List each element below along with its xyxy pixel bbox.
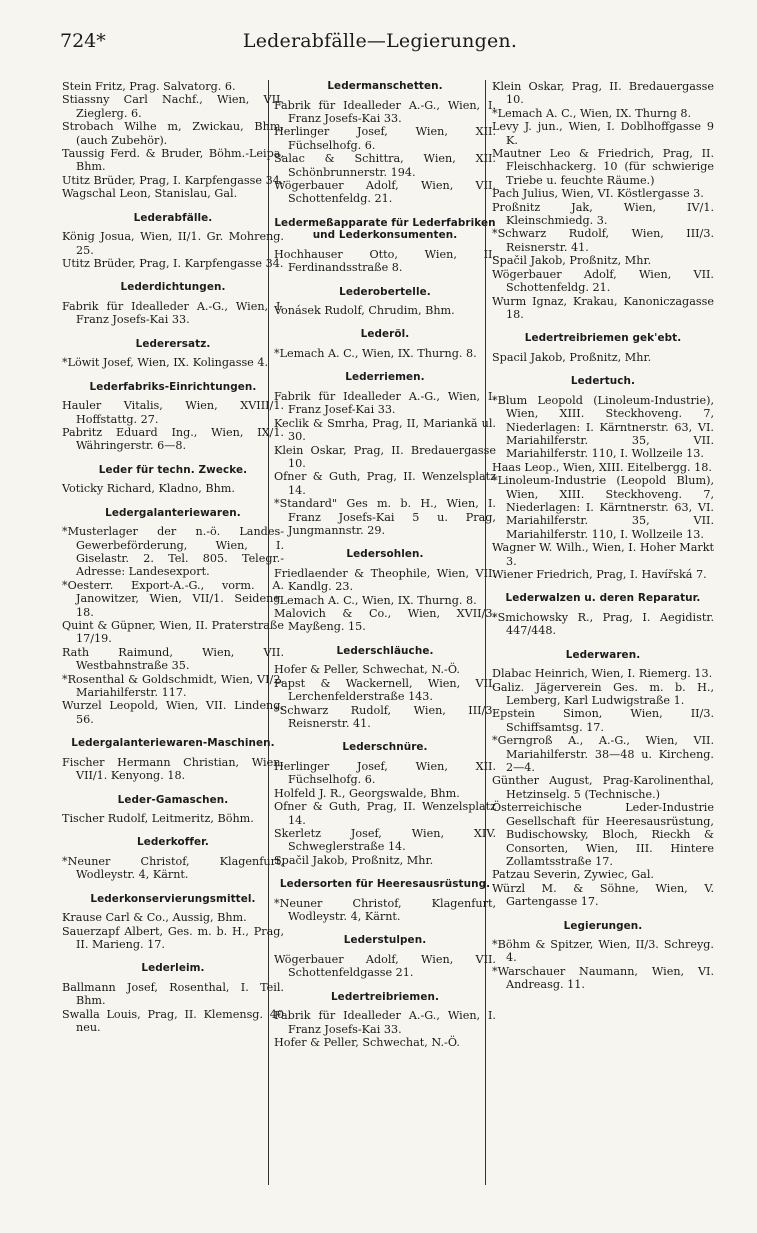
directory-entry: Tischer Rudolf, Leitmeritz, Böhm. — [62, 812, 254, 826]
directory-entry: Wurzel Leopold, Wien, VII. Lindeng. 56. — [62, 699, 284, 726]
directory-entry: *Oesterr. Export-A.-G., vorm. A. Janowitzer, Wien, VII/1. Seideng. 18. — [62, 578, 284, 619]
directory-entry: *Neuner Christof, Klagenfurt, Wodleystr. 4, Kärnt. — [274, 896, 496, 924]
section-heading: Ledersorten für Heeresausrüstung. — [279, 878, 491, 891]
directory-entry: Wögerbauer Adolf, Wien, VII. Schottenfeldg. 21. — [492, 267, 714, 295]
directory-entry: Wurm Ignaz, Krakau, Kanoniczagasse 18. — [492, 294, 714, 321]
directory-entry: Holfeld J. R., Georgswalde, Bhm. — [274, 786, 460, 800]
directory-entry: Ofner & Guth, Prag, II. Wenzelsplatz 14. — [274, 470, 496, 497]
section-heading: Ledergalanteriewaren-Maschinen. — [71, 737, 275, 750]
section-heading: Ledergalanteriewaren. — [105, 506, 241, 519]
directory-entry: Strobach Wilhe m, Zwickau, Bhm. (auch Zubehör). — [62, 120, 284, 147]
directory-entry: Herlinger Josef, Wien, XII. Füchselhofg. 6. — [274, 759, 496, 787]
directory-entry: Ofner & Guth, Prag, II. Wenzelsplatz 14. — [274, 800, 496, 827]
page-number: 724* — [60, 30, 106, 52]
directory-entry: *Rosenthal & Goldschmidt, Wien, VI/2. Mariahilferstr. 117. — [62, 672, 284, 699]
directory-entry: *Löwit Josef, Wien, IX. Kolingasse 4. — [62, 356, 269, 370]
section-heading: Lederwaren. — [565, 648, 641, 661]
directory-entry: Keclik & Smrha, Prag, II, Mariankă ul. 30. — [274, 416, 496, 444]
directory-entry: Levy J. jun., Wien, I. Doblhoffgasse 9 K. — [492, 120, 714, 147]
column-2 — [274, 80, 496, 1050]
directory-entry: Herlinger Josef, Wien, XII. Füchselhofg. 6. — [274, 125, 496, 152]
directory-entry: *Schwarz Rudolf, Wien, III/3. Reisnerstr. 41. — [492, 227, 714, 254]
section-heading: Leder für techn. Zwecke. — [98, 463, 248, 476]
section-heading: Lederkonservierungsmittel. — [90, 892, 256, 905]
directory-entry: Quint & Güpner, Wien, II. Praterstraße 17/19. — [62, 618, 284, 646]
directory-entry: Hochhauser Otto, Wien, II. Ferdinandsstraße 8. — [274, 247, 496, 275]
directory-entry: Sauerzapf Albert, Ges. m. b. H., Prag, II. Marieng. 17. — [62, 924, 284, 952]
directory-entry: Malovich & Co., Wien, XVII/3. Mayßeng. 15. — [274, 607, 496, 634]
section-heading: Lederriemen. — [345, 371, 425, 384]
directory-entry: Galiz. Jägerverein Ges. m. b. H., Lemberg, Karl Ludwigstraße 1. — [492, 680, 714, 708]
directory-entry: Hofer & Peller, Schwechat, N.-Ö. — [274, 1036, 460, 1050]
section-heading: Lederersatz. — [135, 337, 211, 350]
section-heading: Lederfabriks-Einrichtungen. — [89, 380, 257, 393]
directory-entry: Stein Fritz, Prag. Salvatorg. 6. — [62, 80, 236, 93]
section-heading: Ledermeßapparate für Lederfabriken und Lederkonsumenten. — [274, 216, 496, 242]
directory-entry: *Schwarz Rudolf, Wien, III/3. Reisnerstr. 41. — [274, 703, 496, 730]
directory-entry: Wögerbauer Adolf, Wien, VII. Schottenfeldgasse 21. — [274, 952, 496, 980]
directory-entry: Wagschal Leon, Stanislau, Gal. — [62, 187, 238, 201]
directory-entry: Taussig Ferd. & Bruder, Böhm.-Leipa, Bhm. — [62, 147, 284, 174]
section-heading: Ledertreibriemen gek'ebt. — [524, 332, 682, 345]
directory-entry: *Lemach A. C., Wien, IX. Thurng. 8. — [274, 593, 477, 607]
directory-entry: *Lemach A. C., Wien, IX. Thurng. 8. — [274, 346, 477, 360]
directory-entry: Fabrik für Idealleder A.-G., Wien, I. Franz Josefs-Kai 33. — [62, 299, 284, 327]
page-header — [60, 30, 700, 60]
section-heading: Lederstulpen. — [343, 934, 427, 947]
directory-entry: Patzau Severin, Zywiec, Gal. — [492, 868, 654, 882]
section-heading: Ledertuch. — [570, 375, 636, 388]
directory-entry: Pabritz Eduard Ing., Wien, IX/1. Währingerstr. 6—8. — [62, 425, 284, 453]
column-1 — [62, 80, 284, 1035]
directory-entry: Hauler Vitalis, Wien, XVIII/1. Hoffstattg. 27. — [62, 399, 284, 426]
directory-entry: Swalla Louis, Prag, II. Klemensg. 40 neu. — [62, 1007, 284, 1035]
section-heading: Lederschnüre. — [342, 741, 428, 754]
section-heading: Lederwalzen u. deren Reparatur. — [505, 592, 701, 605]
directory-entry: Friedlaender & Theophile, Wien, VII. Kandlg. 23. — [274, 566, 496, 594]
section-heading: Lederkoffer. — [137, 836, 209, 849]
directory-entry: *Smichowsky R., Prag, I. Aegidistr. 447/448. — [492, 610, 714, 638]
section-heading: Lederabfälle. — [133, 211, 213, 224]
directory-entry: *Böhm & Spitzer, Wien, II/3. Schreyg. 4. — [492, 938, 714, 965]
directory-entry: Voticky Richard, Kladno, Bhm. — [62, 482, 235, 496]
section-heading: Lederleim. — [141, 962, 205, 975]
column-3 — [492, 80, 714, 992]
directory-entry: *Gerngroß A., A.-G., Wien, VII. Mariahilferstr. 38—48 u. Kircheng. 2—4. — [492, 734, 714, 775]
directory-entry: Wögerbauer Adolf, Wien, VII. Schottenfeldg. 21. — [274, 178, 496, 206]
section-heading: Lederöl. — [360, 328, 410, 341]
directory-entry: *Lemach A. C., Wien, IX. Thurng 8. — [492, 106, 692, 120]
directory-entry: Papst & Wackernell, Wien, VII. Lerchenfelderstraße 143. — [274, 676, 496, 704]
directory-entry: Wagner W. Wilh., Wien, I. Hoher Markt 3. — [492, 541, 714, 568]
directory-entry: Österreichische Leder-Industrie Gesellschaft für Heeresausrüstung, Budischowsky, Bloch, Rieckh & Consorten, Wien, III. Hintere Zollamtsstraße 17. — [492, 801, 714, 868]
directory-entry: Spacil Jakob, Proßnitz, Mhr. — [492, 350, 652, 364]
section-heading: Ledersohlen. — [346, 548, 424, 561]
section-heading: Lederdichtungen. — [120, 281, 226, 294]
directory-entry: Utitz Brüder, Prag, I. Karpfengasse 34. — [62, 256, 284, 270]
directory-entry: Rath Raimund, Wien, VII. Westbahnstraße 35. — [62, 645, 284, 673]
directory-entry: Günther August, Prag-Karolinenthal, Hetzinselg. 5 (Technische.) — [492, 774, 714, 801]
directory-entry: Fabrik für Idealleder A.-G., Wien, I. Franz Josefs-Kai 33. — [274, 1009, 496, 1036]
page-title: Lederabfälle—Legierungen. — [242, 30, 518, 52]
directory-entry: Fischer Hermann Christian, Wien, VII/1. Kenyong. 18. — [62, 755, 284, 783]
directory-entry: Skerletz Josef, Wien, XIV. Schweglerstraße 14. — [274, 826, 496, 854]
directory-entry: Fabrik für Idealleder A.-G., Wien, I. Franz Josef-Kai 33. — [274, 389, 496, 417]
directory-entry: Pach Julius, Wien, VI. Köstlergasse 3. — [492, 187, 704, 201]
directory-entry: Dlabac Heinrich, Wien, I. Riemerg. 13. — [492, 667, 713, 681]
directory-entry: *Neuner Christof, Klagenfurt, Wodleystr. 4, Kärnt. — [62, 854, 284, 882]
directory-entry: Proßnitz Jak, Wien, IV/1. Kleinschmiedg. 3. — [492, 200, 714, 228]
directory-entry: Hofer & Peller, Schwechat, N.-Ö. — [274, 663, 460, 677]
directory-entry: Haas Leop., Wien, XIII. Eitelbergg. 18. — [492, 460, 712, 474]
directory-entry: Ballmann Josef, Rosenthal, I. Teil. Bhm. — [62, 980, 284, 1008]
directory-entry: Fabrik für Idealleder A.-G., Wien, I. Franz Josefs-Kai 33. — [274, 98, 496, 125]
directory-entry: Krause Carl & Co., Aussig, Bhm. — [62, 911, 247, 925]
section-heading: Legierungen. — [563, 919, 643, 932]
directory-entry: Würzl M. & Söhne, Wien, V. Gartengasse 17. — [492, 881, 714, 909]
section-heading: Ledertreibriemen. — [330, 990, 440, 1003]
directory-entry: *Linoleum-Industrie (Leopold Blum), Wien, XIII. Steckhoveng. 7, Niederlagen: I. Kärntnerstr. 63, VI. Mariahilferstr. 35, VII. Mariahilferstr. 110, I. Wollzeile 13. — [492, 474, 714, 541]
directory-entry: Mautner Leo & Friedrich, Prag, II. Fleischhackerg. 10 (für schwierige Triebe u. feuchte Räume.) — [492, 147, 714, 187]
directory-entry: *Warschauer Naumann, Wien, VI. Andreasg. 11. — [492, 964, 714, 992]
directory-entry: Utitz Brüder, Prag, I. Karpfengasse 34. — [62, 173, 284, 187]
directory-entry: König Josua, Wien, II/1. Gr. Mohreng. 25. — [62, 230, 284, 257]
directory-entry: Spačil Jakob, Proßnitz, Mhr. — [492, 254, 652, 268]
section-heading: Lederschläuche. — [336, 644, 434, 657]
directory-entry: Spačil Jakob, Proßnitz, Mhr. — [274, 853, 434, 867]
directory-entry: Vonásek Rudolf, Chrudim, Bhm. — [274, 304, 455, 318]
directory-entry: Stiassny Carl Nachf., Wien, VII. Zieglerg. 6. — [62, 93, 284, 120]
section-heading: Lederobertelle. — [339, 285, 431, 298]
directory-entry: *Standard" Ges m. b. H., Wien, I. Franz Josefs-Kai 5 u. Prag, Jungmannstr. 29. — [274, 497, 496, 537]
section-heading: Leder-Gamaschen. — [117, 793, 229, 806]
section-heading: Ledermanschetten. — [327, 80, 443, 92]
directory-entry: *Blum Leopold (Linoleum-Industrie), Wien, XIII. Steckhoveng. 7, Niederlagen: I. Kärntnerstr. 63, VI. Mariahilferstr. 35, VII. Mariahilferstr. 110, I. Wollzeile 13. — [492, 393, 714, 461]
directory-entry: Wiener Friedrich, Prag, I. Havířská 7. — [492, 568, 707, 581]
directory-entry: Salac & Schittra, Wien, XII. Schönbrunnerstr. 194. — [274, 152, 496, 179]
directory-entry: *Musterlager der n.-ö. Landes-Gewerbeförderung, Wien, I. Giselastr. 2. Tel. 805. Telegr.-Adresse: Landesexport. — [62, 525, 284, 579]
directory-entry: Epstein Simon, Wien, II/3. Schiffsamtsg. 17. — [492, 707, 714, 734]
directory-entry: Klein Oskar, Prag, II. Bredauergasse 10. — [492, 80, 714, 107]
directory-entry: Klein Oskar, Prag, II. Bredauergasse 10. — [274, 443, 496, 470]
